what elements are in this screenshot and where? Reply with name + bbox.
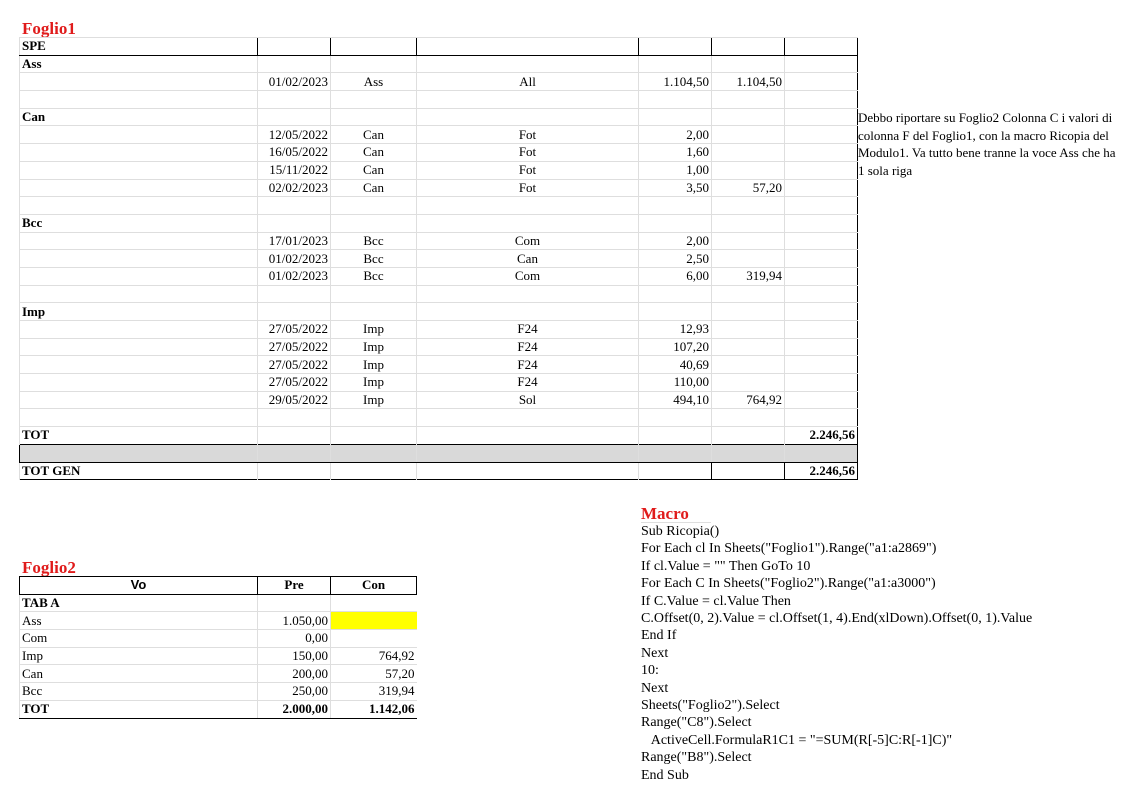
amount-cell[interactable]: 3,50 bbox=[639, 179, 712, 197]
sheet2-title: Foglio2 bbox=[22, 558, 76, 577]
code-cell[interactable]: Imp bbox=[331, 321, 417, 339]
con-cell[interactable] bbox=[331, 630, 417, 648]
amount-cell[interactable]: 107,20 bbox=[639, 338, 712, 356]
selected-con-cell[interactable] bbox=[331, 612, 417, 630]
desc-cell[interactable]: F24 bbox=[417, 338, 639, 356]
tab-label[interactable]: TAB A bbox=[20, 594, 258, 612]
header-pre[interactable]: Pre bbox=[258, 577, 331, 595]
empty-cell[interactable] bbox=[785, 179, 858, 197]
subtotal-cell[interactable] bbox=[712, 161, 785, 179]
group-header-imp bbox=[20, 303, 858, 321]
date-cell[interactable]: 01/02/2023 bbox=[258, 73, 331, 91]
empty-cell[interactable] bbox=[20, 356, 258, 374]
subtotal-cell[interactable] bbox=[712, 126, 785, 144]
table-row bbox=[20, 356, 858, 374]
empty-cell[interactable] bbox=[712, 285, 785, 303]
pre-cell[interactable]: 150,00 bbox=[258, 647, 331, 665]
macro-line: Sheets("Foglio2").Select bbox=[641, 698, 780, 714]
sheet2-tot-pre[interactable]: 2.000,00 bbox=[258, 700, 331, 718]
table-row bbox=[20, 179, 858, 197]
empty-cell[interactable] bbox=[785, 144, 858, 162]
empty-cell[interactable] bbox=[639, 108, 712, 126]
empty-cell[interactable] bbox=[785, 391, 858, 409]
empty-cell[interactable] bbox=[785, 126, 858, 144]
empty-cell[interactable] bbox=[258, 462, 331, 480]
table-row bbox=[20, 267, 858, 285]
separator-cell[interactable] bbox=[712, 444, 785, 462]
subtotal-cell[interactable] bbox=[712, 321, 785, 339]
empty-cell[interactable] bbox=[258, 285, 331, 303]
blank-row bbox=[20, 285, 858, 303]
empty-cell[interactable] bbox=[331, 108, 417, 126]
empty-cell[interactable] bbox=[639, 91, 712, 109]
empty-cell[interactable] bbox=[258, 55, 331, 73]
subtotal-cell[interactable]: 319,94 bbox=[712, 267, 785, 285]
code-cell[interactable]: Can bbox=[331, 161, 417, 179]
date-cell[interactable]: 27/05/2022 bbox=[258, 321, 331, 339]
empty-cell[interactable] bbox=[785, 267, 858, 285]
code-cell[interactable]: Bcc bbox=[331, 250, 417, 268]
blank-row bbox=[20, 197, 858, 215]
empty-cell[interactable] bbox=[20, 321, 258, 339]
table-row bbox=[20, 73, 858, 91]
empty-cell[interactable] bbox=[785, 55, 858, 73]
spe-label[interactable]: SPE bbox=[20, 38, 258, 56]
table-row bbox=[20, 612, 417, 630]
amount-cell[interactable]: 494,10 bbox=[639, 391, 712, 409]
table-row bbox=[20, 630, 417, 648]
code-cell[interactable]: Imp bbox=[331, 356, 417, 374]
desc-cell[interactable]: Sol bbox=[417, 391, 639, 409]
empty-cell[interactable] bbox=[417, 214, 639, 232]
con-cell[interactable]: 57,20 bbox=[331, 665, 417, 683]
macro-line: Range("B8").Select bbox=[641, 750, 752, 766]
separator-cell[interactable] bbox=[417, 444, 639, 462]
date-cell[interactable]: 01/02/2023 bbox=[258, 267, 331, 285]
empty-cell[interactable] bbox=[785, 285, 858, 303]
macro-line: If C.Value = cl.Value Then bbox=[641, 593, 791, 609]
sheet2-tot-con[interactable]: 1.142,06 bbox=[331, 700, 417, 718]
header-vo[interactable]: Vo bbox=[20, 577, 258, 595]
desc-cell[interactable]: Fot bbox=[417, 144, 639, 162]
empty-cell[interactable] bbox=[785, 197, 858, 215]
code-cell[interactable]: Imp bbox=[331, 374, 417, 392]
empty-cell[interactable] bbox=[20, 161, 258, 179]
date-cell[interactable]: 27/05/2022 bbox=[258, 338, 331, 356]
desc-cell[interactable]: Can bbox=[417, 250, 639, 268]
table-row bbox=[20, 250, 858, 268]
vo-cell[interactable]: Com bbox=[20, 630, 258, 648]
desc-cell[interactable]: Fot bbox=[417, 126, 639, 144]
amount-cell[interactable]: 40,69 bbox=[639, 356, 712, 374]
empty-cell[interactable] bbox=[331, 409, 417, 427]
table-row bbox=[20, 683, 417, 701]
separator-cell[interactable] bbox=[20, 444, 258, 462]
vo-cell[interactable]: Imp bbox=[20, 647, 258, 665]
sheet1-table bbox=[19, 37, 858, 480]
empty-cell[interactable] bbox=[712, 197, 785, 215]
empty-cell[interactable] bbox=[785, 214, 858, 232]
amount-cell[interactable]: 12,93 bbox=[639, 321, 712, 339]
macro-line: End Sub bbox=[641, 767, 689, 783]
code-cell[interactable]: Can bbox=[331, 126, 417, 144]
group-label-bcc[interactable]: Bcc bbox=[20, 214, 258, 232]
subtotal-cell[interactable] bbox=[712, 250, 785, 268]
empty-cell[interactable] bbox=[785, 409, 858, 427]
group-header-bcc bbox=[20, 214, 858, 232]
date-cell[interactable]: 29/05/2022 bbox=[258, 391, 331, 409]
date-cell[interactable]: 16/05/2022 bbox=[258, 144, 331, 162]
subtotal-cell[interactable] bbox=[712, 144, 785, 162]
con-cell[interactable]: 319,94 bbox=[331, 683, 417, 701]
empty-cell[interactable] bbox=[331, 303, 417, 321]
empty-cell[interactable] bbox=[20, 267, 258, 285]
separator-cell[interactable] bbox=[331, 444, 417, 462]
desc-cell[interactable]: Com bbox=[417, 267, 639, 285]
empty-cell[interactable] bbox=[417, 409, 639, 427]
pre-cell[interactable]: 1.050,00 bbox=[258, 612, 331, 630]
separator-cell[interactable] bbox=[258, 444, 331, 462]
macro-line: ActiveCell.FormulaR1C1 = "=SUM(R[-5]C:R[-1]C)" bbox=[641, 732, 953, 748]
header-con[interactable]: Con bbox=[331, 577, 417, 595]
empty-cell[interactable] bbox=[20, 73, 258, 91]
vo-cell[interactable]: Ass bbox=[20, 612, 258, 630]
sheet2-table bbox=[19, 576, 417, 719]
empty-cell[interactable] bbox=[785, 303, 858, 321]
empty-cell[interactable] bbox=[639, 427, 712, 445]
blank-row bbox=[20, 91, 858, 109]
macro-line: Sub Ricopia() bbox=[641, 524, 720, 539]
empty-cell[interactable] bbox=[785, 91, 858, 109]
empty-cell[interactable] bbox=[639, 197, 712, 215]
empty-cell[interactable] bbox=[417, 197, 639, 215]
table-row bbox=[20, 665, 417, 683]
subtotal-cell[interactable]: 764,92 bbox=[712, 391, 785, 409]
vo-cell[interactable]: Can bbox=[20, 665, 258, 683]
code-cell[interactable]: Can bbox=[331, 144, 417, 162]
table-row bbox=[20, 647, 417, 665]
group-header-ass bbox=[20, 55, 858, 73]
date-cell[interactable]: 15/11/2022 bbox=[258, 161, 331, 179]
desc-cell[interactable]: Fot bbox=[417, 179, 639, 197]
empty-cell[interactable] bbox=[785, 73, 858, 91]
date-cell[interactable]: 02/02/2023 bbox=[258, 179, 331, 197]
empty-cell[interactable] bbox=[258, 108, 331, 126]
amount-cell[interactable]: 1,00 bbox=[639, 161, 712, 179]
macro-line: C.Offset(0, 2).Value = cl.Offset(1, 4).End(xlDown).Offset(0, 1).Value bbox=[641, 611, 1033, 627]
code-cell[interactable]: Bcc bbox=[331, 232, 417, 250]
empty-cell[interactable] bbox=[20, 232, 258, 250]
empty-cell[interactable] bbox=[331, 462, 417, 480]
empty-cell[interactable] bbox=[331, 285, 417, 303]
pre-cell[interactable]: 250,00 bbox=[258, 683, 331, 701]
subtotal-cell[interactable]: 1.104,50 bbox=[712, 73, 785, 91]
group-label-imp[interactable]: Imp bbox=[20, 303, 258, 321]
table-row bbox=[20, 391, 858, 409]
empty-cell[interactable] bbox=[785, 356, 858, 374]
empty-cell[interactable] bbox=[712, 462, 785, 480]
empty-cell[interactable] bbox=[785, 161, 858, 179]
empty-cell[interactable] bbox=[20, 374, 258, 392]
empty-cell[interactable] bbox=[417, 303, 639, 321]
desc-cell[interactable]: F24 bbox=[417, 321, 639, 339]
table-row bbox=[20, 374, 858, 392]
desc-cell[interactable]: F24 bbox=[417, 374, 639, 392]
macro-line: Range("C8").Select bbox=[641, 715, 752, 731]
empty-cell[interactable] bbox=[639, 214, 712, 232]
empty-cell[interactable] bbox=[258, 427, 331, 445]
spe-row bbox=[20, 38, 858, 56]
desc-cell[interactable]: Fot bbox=[417, 161, 639, 179]
macro-line: For Each cl In Sheets("Foglio1").Range("a1:a2869") bbox=[641, 541, 937, 557]
blank-row bbox=[20, 409, 858, 427]
empty-cell[interactable] bbox=[258, 303, 331, 321]
empty-cell[interactable] bbox=[785, 108, 858, 126]
empty-cell[interactable] bbox=[20, 250, 258, 268]
empty-cell[interactable] bbox=[639, 55, 712, 73]
tot-row bbox=[20, 427, 858, 445]
empty-cell[interactable] bbox=[258, 409, 331, 427]
empty-cell[interactable] bbox=[20, 91, 258, 109]
empty-cell[interactable] bbox=[639, 285, 712, 303]
empty-cell[interactable] bbox=[20, 179, 258, 197]
sheet2-body bbox=[20, 577, 417, 719]
empty-cell[interactable] bbox=[258, 197, 331, 215]
table-row bbox=[20, 232, 858, 250]
amount-cell[interactable]: 1.104,50 bbox=[639, 73, 712, 91]
desc-cell[interactable]: F24 bbox=[417, 356, 639, 374]
sheet2-tot-label[interactable]: TOT bbox=[20, 700, 258, 718]
empty-cell[interactable] bbox=[258, 214, 331, 232]
empty-cell[interactable] bbox=[712, 214, 785, 232]
pre-cell[interactable]: 200,00 bbox=[258, 665, 331, 683]
empty-cell[interactable] bbox=[712, 409, 785, 427]
empty-cell[interactable] bbox=[785, 321, 858, 339]
empty-cell[interactable] bbox=[417, 108, 639, 126]
tot-label[interactable]: TOT bbox=[20, 427, 258, 445]
subtotal-cell[interactable] bbox=[712, 338, 785, 356]
con-cell[interactable]: 764,92 bbox=[331, 647, 417, 665]
empty-cell[interactable] bbox=[20, 409, 258, 427]
empty-cell[interactable] bbox=[20, 285, 258, 303]
amount-cell[interactable]: 2,00 bbox=[639, 232, 712, 250]
macro-line: End If bbox=[641, 628, 677, 644]
pre-cell[interactable]: 0,00 bbox=[258, 630, 331, 648]
separator-row bbox=[20, 444, 858, 462]
table-row bbox=[20, 338, 858, 356]
amount-cell[interactable]: 2,00 bbox=[639, 126, 712, 144]
tot-value[interactable]: 2.246,56 bbox=[785, 427, 858, 445]
date-cell[interactable]: 01/02/2023 bbox=[258, 250, 331, 268]
empty-cell[interactable] bbox=[331, 55, 417, 73]
code-cell[interactable]: Can bbox=[331, 179, 417, 197]
macro-line: For Each C In Sheets("Foglio2").Range("a1:a3000") bbox=[641, 576, 936, 592]
subtotal-cell[interactable] bbox=[712, 356, 785, 374]
code-cell[interactable]: Bcc bbox=[331, 267, 417, 285]
empty-cell[interactable] bbox=[331, 427, 417, 445]
empty-cell[interactable] bbox=[712, 55, 785, 73]
empty-cell[interactable] bbox=[785, 250, 858, 268]
empty-cell[interactable] bbox=[20, 391, 258, 409]
amount-cell[interactable]: 6,00 bbox=[639, 267, 712, 285]
empty-cell[interactable] bbox=[639, 303, 712, 321]
vo-cell[interactable]: Bcc bbox=[20, 683, 258, 701]
sheet2-tot-row bbox=[20, 700, 417, 718]
desc-cell[interactable]: All bbox=[417, 73, 639, 91]
sheet1-body bbox=[20, 38, 858, 480]
empty-cell[interactable] bbox=[20, 197, 258, 215]
macro-line: Next bbox=[641, 680, 669, 696]
macro-line: 10: bbox=[641, 663, 659, 679]
empty-cell[interactable] bbox=[712, 303, 785, 321]
empty-cell[interactable] bbox=[20, 338, 258, 356]
sheet2-header-row bbox=[20, 577, 417, 595]
table-row bbox=[20, 144, 858, 162]
macro-line: Next bbox=[641, 645, 669, 661]
separator-cell[interactable] bbox=[785, 444, 858, 462]
table-row bbox=[20, 321, 858, 339]
subtotal-cell[interactable] bbox=[712, 374, 785, 392]
empty-cell[interactable] bbox=[331, 197, 417, 215]
empty-cell[interactable] bbox=[417, 285, 639, 303]
empty-cell[interactable] bbox=[417, 91, 639, 109]
date-cell[interactable]: 12/05/2022 bbox=[258, 126, 331, 144]
tab-row bbox=[20, 594, 417, 612]
totgen-value[interactable]: 2.246,56 bbox=[785, 462, 858, 480]
date-cell[interactable]: 27/05/2022 bbox=[258, 374, 331, 392]
empty-cell[interactable] bbox=[417, 55, 639, 73]
empty-cell[interactable] bbox=[331, 91, 417, 109]
desc-cell[interactable]: Com bbox=[417, 232, 639, 250]
empty-cell[interactable] bbox=[20, 126, 258, 144]
empty-cell[interactable] bbox=[639, 462, 712, 480]
explanation-note: Debbo riportare su Foglio2 Colonna C i valori di colonna F del Foglio1, con la macro Ricopia del Modulo1. Va tutto bene tranne la voce Ass che ha 1 sola riga bbox=[858, 110, 1116, 178]
date-cell[interactable]: 27/05/2022 bbox=[258, 356, 331, 374]
empty-cell[interactable] bbox=[258, 91, 331, 109]
empty-cell[interactable] bbox=[785, 338, 858, 356]
group-label-ass[interactable]: Ass bbox=[20, 55, 258, 73]
sheet1-title: Foglio1 bbox=[22, 19, 76, 38]
empty-cell[interactable] bbox=[712, 91, 785, 109]
code-cell[interactable]: Imp bbox=[331, 391, 417, 409]
group-label-can[interactable]: Can bbox=[20, 108, 258, 126]
empty-cell[interactable] bbox=[331, 214, 417, 232]
empty-cell[interactable] bbox=[417, 462, 639, 480]
code-cell[interactable]: Imp bbox=[331, 338, 417, 356]
group-header-can bbox=[20, 108, 858, 126]
amount-cell[interactable]: 110,00 bbox=[639, 374, 712, 392]
empty-cell[interactable] bbox=[639, 409, 712, 427]
empty-cell[interactable] bbox=[785, 232, 858, 250]
empty-cell[interactable] bbox=[417, 427, 639, 445]
table-row bbox=[20, 126, 858, 144]
date-cell[interactable]: 17/01/2023 bbox=[258, 232, 331, 250]
amount-cell[interactable]: 2,50 bbox=[639, 250, 712, 268]
empty-cell[interactable] bbox=[712, 427, 785, 445]
separator-cell[interactable] bbox=[639, 444, 712, 462]
code-cell[interactable]: Ass bbox=[331, 73, 417, 91]
subtotal-cell[interactable]: 57,20 bbox=[712, 179, 785, 197]
subtotal-cell[interactable] bbox=[712, 232, 785, 250]
amount-cell[interactable]: 1,60 bbox=[639, 144, 712, 162]
totgen-row bbox=[20, 462, 858, 480]
macro-title: Macro bbox=[641, 504, 689, 523]
empty-cell[interactable] bbox=[712, 108, 785, 126]
empty-cell[interactable] bbox=[20, 144, 258, 162]
macro-line: If cl.Value = "" Then GoTo 10 bbox=[641, 558, 811, 574]
totgen-label[interactable]: TOT GEN bbox=[20, 462, 258, 480]
empty-cell[interactable] bbox=[785, 374, 858, 392]
macro-code bbox=[641, 523, 1032, 784]
table-row bbox=[20, 161, 858, 179]
